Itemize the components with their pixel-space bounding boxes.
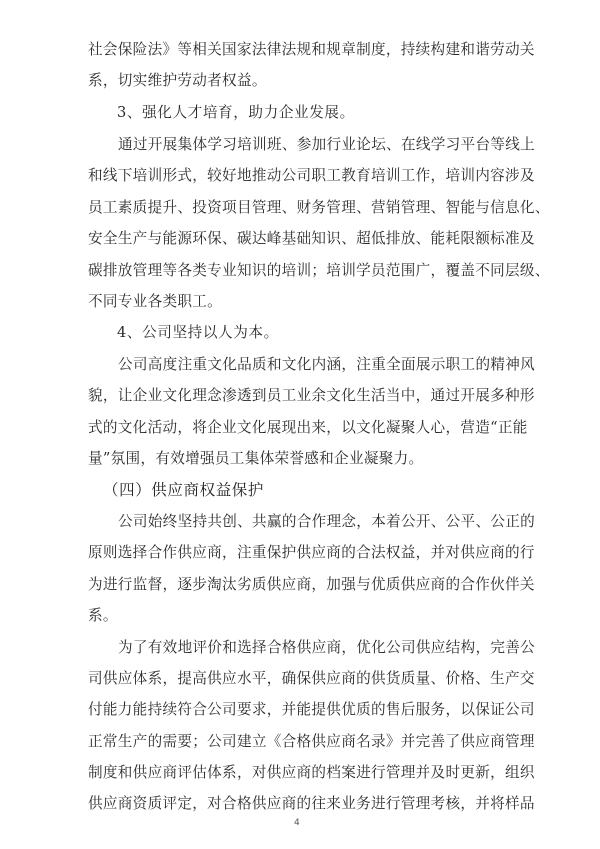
p5-line1: 为了有效地评价和选择合格供应商，优化公司供应结构，完善公: [118, 639, 536, 656]
p5-line3: 付能力能持续符合公司要求，并能提供优质的售后服务，以保证公司: [88, 701, 535, 718]
p4-line4: 系。: [88, 607, 118, 624]
p4-line1: 公司始终坚持共创、共赢的合作理念，本着公开、公平、公正的: [118, 513, 536, 530]
p5-line2: 司供应体系，提高供应水平，确保供应商的供货质量、价格、生产交: [88, 670, 535, 687]
section-heading-supplier: （四）供应商权益保护: [103, 481, 265, 499]
p1-line2: 系，切实维护劳动者权益。: [88, 72, 267, 89]
p3-line1: 公司高度注重文化品质和文化内涵，注重全面展示职工的精神风: [118, 356, 536, 373]
p2-line2: 和线下培训形式，较好地推动公司职工教育培训工作，培训内容涉及: [88, 167, 535, 184]
p3-line3: 式的文化活动，将企业文化展现出来，以文化凝聚人心，营造“正能: [88, 419, 528, 436]
subheading-3: 3、强化人才培育，助力企业发展。: [117, 104, 355, 121]
p2-line1: 通过开展集体学习培训班、参加行业论坛、在线学习平台等线上: [118, 136, 536, 153]
p2-line5: 碳排放管理等各类专业知识的培训；培训学员范围广，覆盖不同层级、: [88, 262, 550, 279]
p5-line5: 制度和供应商评估体系，对供应商的档案进行管理并及时更新，组织: [88, 764, 535, 781]
p1-line1: 社会保险法》等相关国家法律法规和规章制度，持续构建和谐劳动关: [88, 41, 535, 58]
p3-line2: 貌，让企业文化理念渗透到员工业余文化生活当中，通过开展多种形: [88, 387, 535, 404]
p5-line4: 正常生产的需要；公司建立《合格供应商名录》并完善了供应商管理: [88, 733, 535, 750]
p2-line3: 员工素质提升、投资项目管理、财务管理、营销管理、智能与信息化、: [88, 199, 550, 216]
subheading-4: 4、公司坚持以人为本。: [117, 324, 279, 341]
p2-line4: 安全生产与能源环保、碳达峰基础知识、超低排放、能耗限额标准及: [88, 230, 535, 247]
p3-line4: 量”氛围，有效增强员工集体荣誉感和企业凝聚力。: [88, 450, 424, 467]
p5-line6: 供应商资质评定，对合格供应商的往来业务进行管理考核，并将样品: [88, 795, 535, 812]
p2-line6: 不同专业各类职工。: [88, 293, 223, 310]
p4-line2: 原则选择合作供应商，注重保护供应商的合法权益，并对供应商的行: [88, 544, 535, 561]
page-number: 4: [294, 818, 300, 828]
p4-line3: 为进行监督，逐步淘汰劣质供应商，加强与优质供应商的合作伙伴关: [88, 576, 535, 593]
